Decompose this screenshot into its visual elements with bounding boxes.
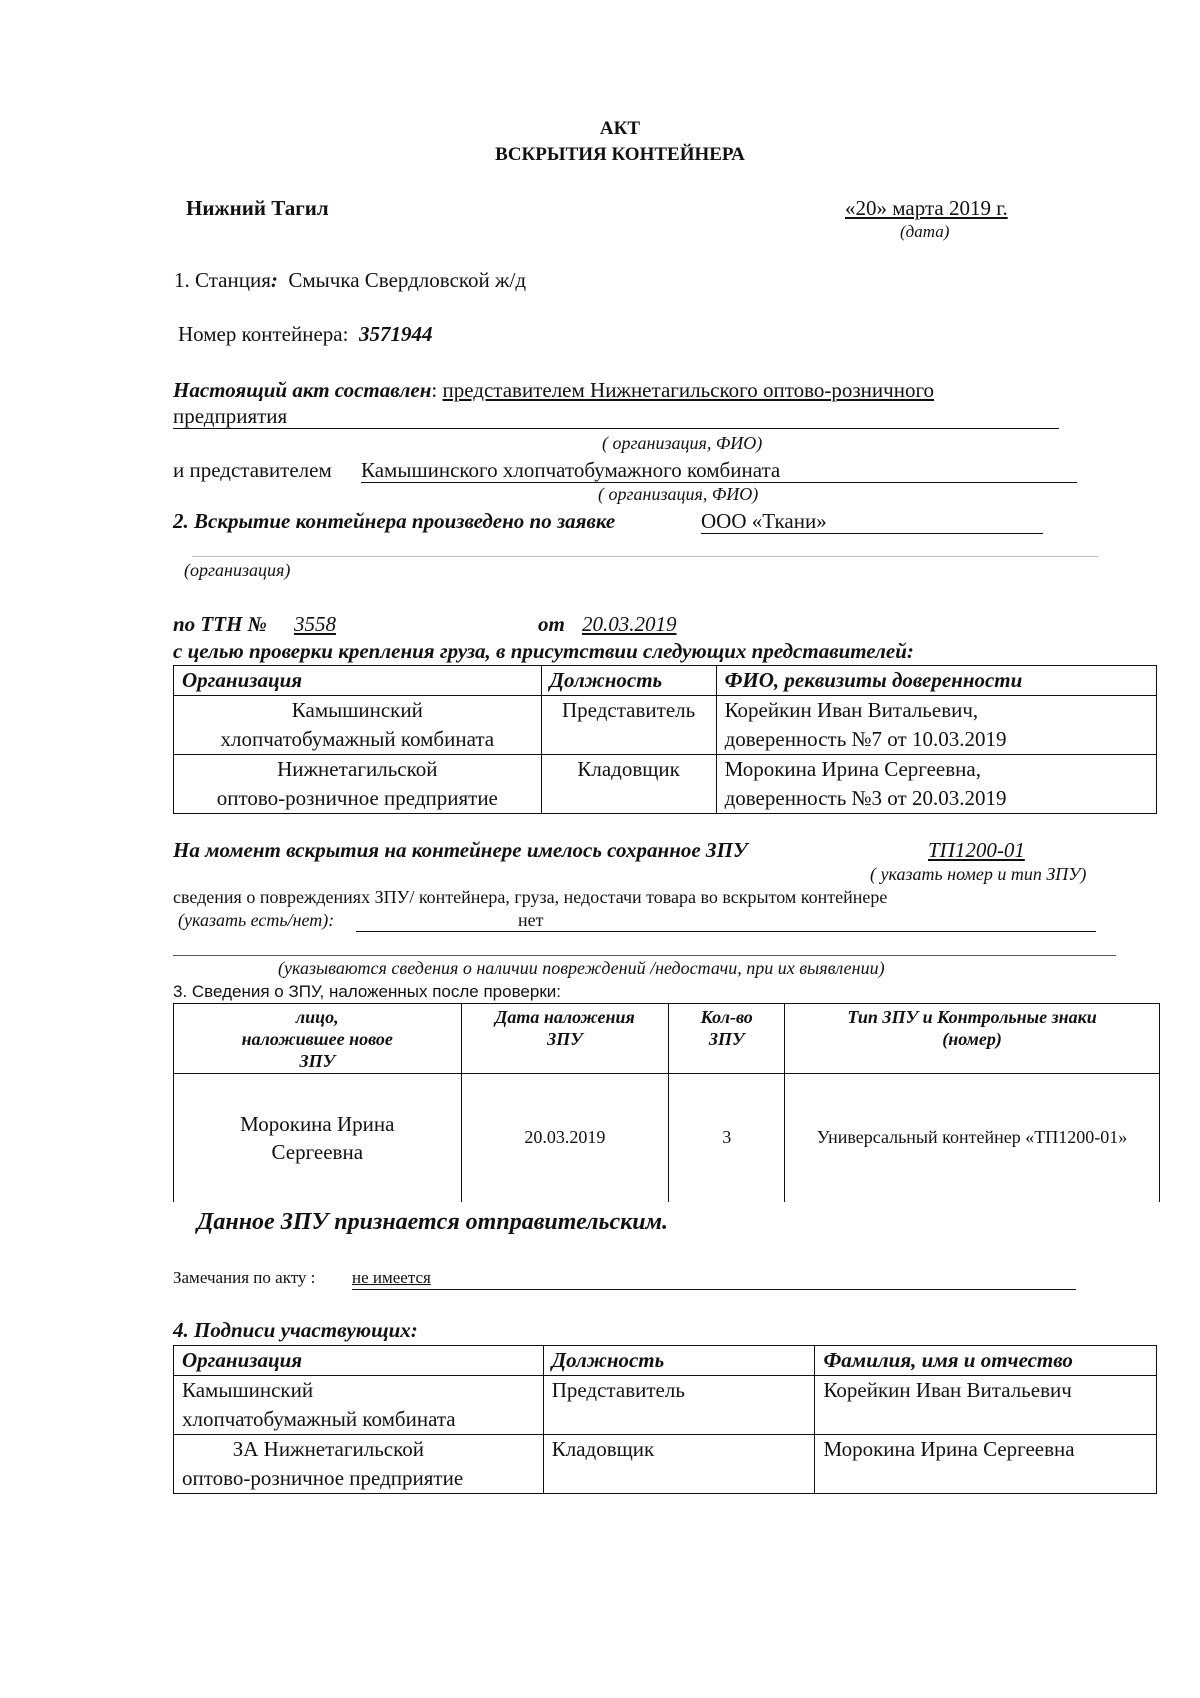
seal-value: ТП1200-01 [928, 838, 1025, 862]
ttn-from-label: от [538, 612, 565, 636]
container-label: Номер контейнера: [178, 322, 349, 346]
seals-row-person: Морокина Ирина Сергеевна [174, 1074, 462, 1202]
table-row [174, 1376, 1157, 1435]
sig-row-fio: Корейкин Иван Витальевич [815, 1376, 1157, 1435]
row-organization: Нижнетагильской оптово-розничное предприятие [174, 755, 542, 814]
station-line [174, 268, 526, 293]
ttn-number: 3558 [294, 612, 336, 636]
row-position: Представитель [541, 696, 716, 755]
composed-label: Настоящий акт составлен [173, 378, 432, 402]
seals-header-person: лицо, наложившее новое ЗПУ [174, 1004, 462, 1074]
section2-value: ООО «Ткани» [701, 509, 1043, 534]
section3-label: 3. Сведения о ЗПУ, наложенных после проверки: [173, 982, 561, 1001]
seals-row-type: Универсальный контейнер «ТП1200-01» [785, 1074, 1160, 1202]
row-position: Кладовщик [541, 755, 716, 814]
composed-rep1-line1: представителем Нижнетагильского оптово-розничного [442, 378, 935, 402]
seals-header-row [174, 1004, 1160, 1074]
ttn-purpose: с целью проверки крепления груза, в присутствии следующих представителей: [173, 639, 914, 663]
seals-row-date: 20.03.2019 [461, 1074, 669, 1202]
title-line-1: АКТ [599, 118, 641, 139]
table-row [174, 755, 1157, 814]
damage-divider [173, 955, 1116, 956]
seals-header-count: Кол-во ЗПУ [669, 1004, 785, 1074]
composed-line-1 [173, 378, 934, 403]
seal-note: Данное ЗПУ признается отправительским. [197, 1209, 669, 1235]
ttn-label: по ТТН № [173, 612, 267, 636]
damage-value-line [356, 910, 1096, 932]
composed-caption-1: ( организация, ФИО) [602, 433, 763, 453]
section4-label: 4. Подписи участвующих: [173, 1318, 418, 1342]
date-caption: (дата) [900, 222, 950, 241]
station-value: Смычка Свердловской ж/д [288, 268, 527, 292]
sig-header-fio: Фамилия, имя и отчество [815, 1346, 1157, 1376]
sig-row-organization: Камышинский хлопчатобумажный комбината [174, 1376, 544, 1435]
station-label: 1. Станция [174, 268, 271, 292]
composed-rep2-value: Камышинского хлопчатобумажного комбината [361, 458, 1077, 483]
remarks-value-line [352, 1268, 1076, 1290]
container-number: 3571944 [358, 322, 433, 346]
damage-line-1: сведения о повреждениях ЗПУ/ контейнера, груза, недостачи товара во вскрытом контейнере [173, 887, 888, 907]
seal-label: На момент вскрытия на контейнере имелось сохранное ЗПУ [173, 838, 748, 862]
header-position: Должность [541, 666, 716, 696]
damage-value: нет [518, 910, 544, 930]
seals-row [174, 1074, 1160, 1202]
city: Нижний Тагил [186, 196, 329, 220]
title-line-2: ВСКРЫТИЯ КОНТЕЙНЕРА [495, 144, 745, 165]
seal-caption: ( указать номер и тип ЗПУ) [870, 864, 1087, 884]
damage-line-2 [178, 910, 334, 931]
remarks-label: Замечания по акту : [173, 1268, 316, 1287]
container-line [178, 322, 432, 347]
act-date: «20» марта 2019 г. [845, 196, 1008, 220]
table-header-row [174, 666, 1157, 696]
row-fio: Морокина Ирина Сергеевна, доверенность №3 от 20.03.2019 [716, 755, 1156, 814]
sig-header-organization: Организация [174, 1346, 544, 1376]
sig-row-fio: Морокина Ирина Сергеевна [815, 1435, 1157, 1494]
table-row [174, 1435, 1157, 1494]
header-organization: Организация [174, 666, 542, 696]
sig-row-position: Представитель [543, 1376, 815, 1435]
representatives-table [173, 665, 1157, 814]
composed-caption-2: ( организация, ФИО) [598, 484, 759, 504]
signatures-table [173, 1345, 1157, 1494]
seals-header-type: Тип ЗПУ и Контрольные знаки (номер) [785, 1004, 1160, 1074]
table-row [174, 696, 1157, 755]
seals-header-date: Дата наложения ЗПУ [461, 1004, 669, 1074]
damage-caption: (указываются сведения о наличии повреждений /недостачи, при их выявлении) [278, 958, 885, 978]
damage-label: (указать есть/нет): [178, 910, 335, 930]
section2-divider [192, 556, 1098, 557]
signatures-header-row [174, 1346, 1157, 1376]
sig-row-organization: ЗА Нижнетагильской оптово-розничное предприятие [174, 1435, 544, 1494]
station-colon: : [270, 268, 278, 292]
composed-rep1-line2: предприятия [173, 404, 1059, 429]
composed-rep2-prefix: и представителем [173, 458, 332, 482]
header-fio: ФИО, реквизиты доверенности [716, 666, 1156, 696]
ttn-date: 20.03.2019 [582, 612, 677, 636]
row-fio: Корейкин Иван Витальевич, доверенность №7 от 10.03.2019 [716, 696, 1156, 755]
sig-header-position: Должность [543, 1346, 815, 1376]
seals-table [173, 1003, 1160, 1202]
sig-row-position: Кладовщик [543, 1435, 815, 1494]
remarks-value: не имеется [352, 1268, 431, 1287]
composed-colon: : [431, 378, 438, 402]
section2-label: 2. Вскрытие контейнера произведено по заявке [173, 509, 616, 533]
section2-caption: (организация) [184, 560, 291, 580]
composed-line-3 [173, 458, 332, 483]
seals-row-count: 3 [669, 1074, 785, 1202]
row-organization: Камышинский хлопчатобумажный комбината [174, 696, 542, 755]
